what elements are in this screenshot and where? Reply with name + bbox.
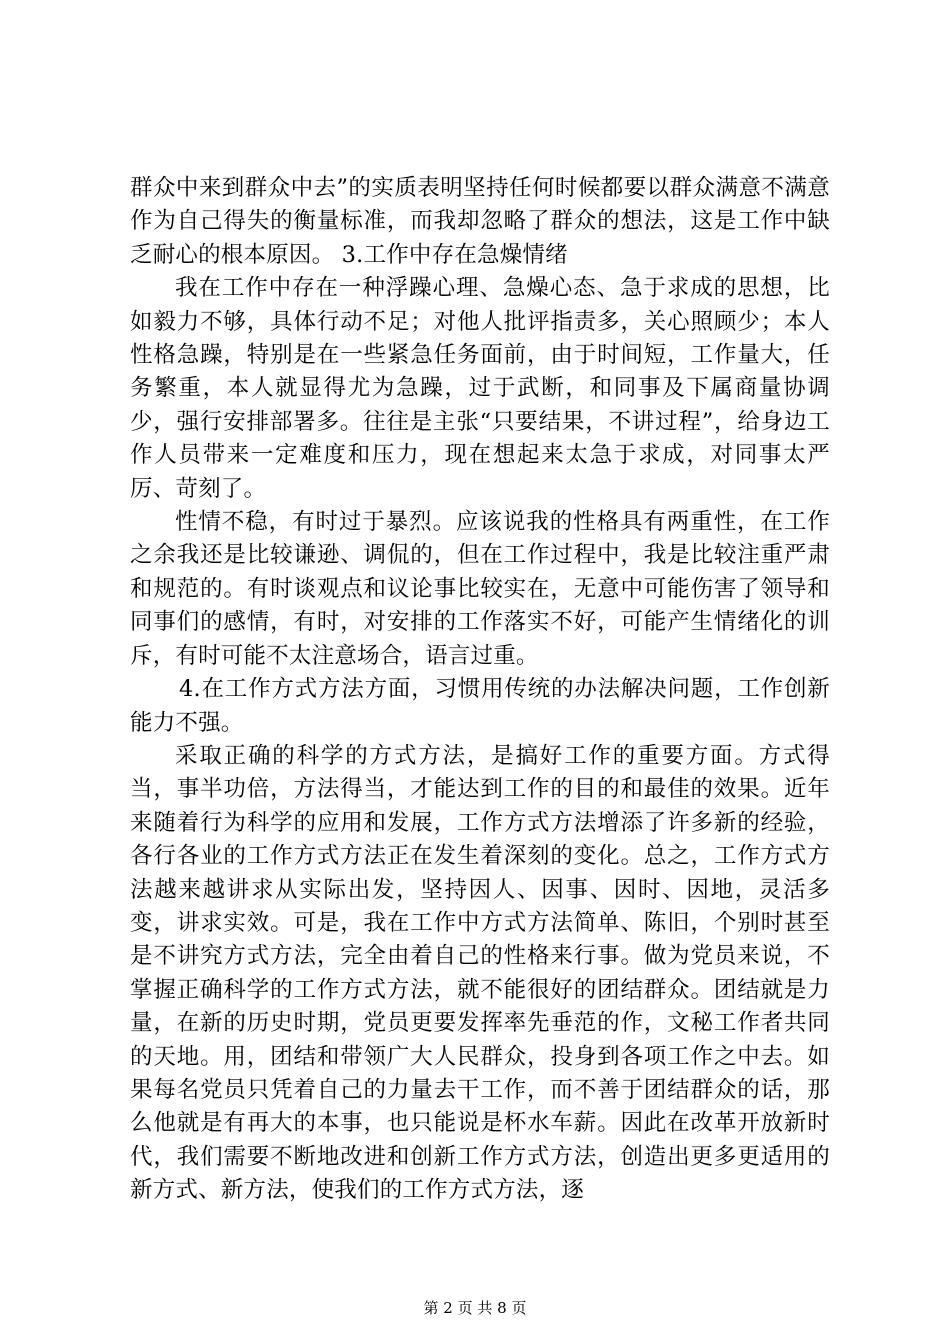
paragraph-urgency: 我在工作中存在一种浮躁心理、急燥心态、急于求成的思想，比如毅力不够，具体行动不足；对他人批评指责多，关心照顾少；本人性格急躁，特别是在一些紧急任务面前，由于时间短，工作量大，任务繁重，本人就显得尤为急躁，过于武断，和同事及下属商量协调少，强行安排部署多。往往是主张“只要结果，不讲过程”，给身边工作人员带来一定难度和压力，现在想起来太急于求成，对同事太严厉、苛刻了。	[130, 275, 830, 502]
paragraph-continuation: 群众中来到群众中去”的实质表明坚持任何时候都要以群众满意不满意作为自己得失的衡量标准，而我却忽略了群众的想法，这是工作中缺乏耐心的根本原因。 3.工作中存在急燥情绪	[130, 175, 830, 268]
document-body	[130, 172, 830, 1208]
paragraph-methods: 采取正确的科学的方式方法，是搞好工作的重要方面。方式得当，事半功倍，方法得当，才能达到工作的目的和最佳的效果。近年来随着行为科学的应用和发展，工作方式方法增添了许多新的经验，各行各业的工作方式方法正在发生着深刻的变化。总之，工作方式方法越来越讲求从实际出发，坚持因人、因事、因时、因地，灵活多变，讲求实效。可是，我在工作中方式方法简单、陈旧，个别时甚至是不讲究方式方法，完全由着自己的性格来行事。做为党员来说，不掌握正确科学的工作方式方法，就不能很好的团结群众。团结就是力量，在新的历史时期，党员更要发挥率先垂范的作，文秘工作者共同的天地。用，团结和带领广大人民群众，投身到各项工作之中去。如果每名党员只凭着自己的力量去干工作，而不善于团结群众的话，那么他就是有再大的本事，也只能说是杯水车薪。因此在改革开放新时代，我们需要不断地改进和创新工作方式方法，创造出更多更适用的新方式、新方法，使我们的工作方式方法，逐	[130, 742, 830, 1204]
paragraph-heading-methods: 4.在工作方式方法方面，习惯用传统的办法解决问题，工作创新能力不强。	[130, 676, 830, 736]
page-number-footer: 第 2 页 共 8 页	[423, 1299, 527, 1317]
paragraph-temperament: 性情不稳，有时过于暴烈。应该说我的性格具有两重性，在工作之余我还是比较谦逊、调侃的，但在工作过程中，我是比较注重严肃和规范的。有时谈观点和议论事比较实在，无意中可能伤害了领导和同事们的感情，有时，对安排的工作落实不好，可能产生情绪化的训斥，有时可能不太注意场合，语言过重。	[130, 509, 830, 669]
